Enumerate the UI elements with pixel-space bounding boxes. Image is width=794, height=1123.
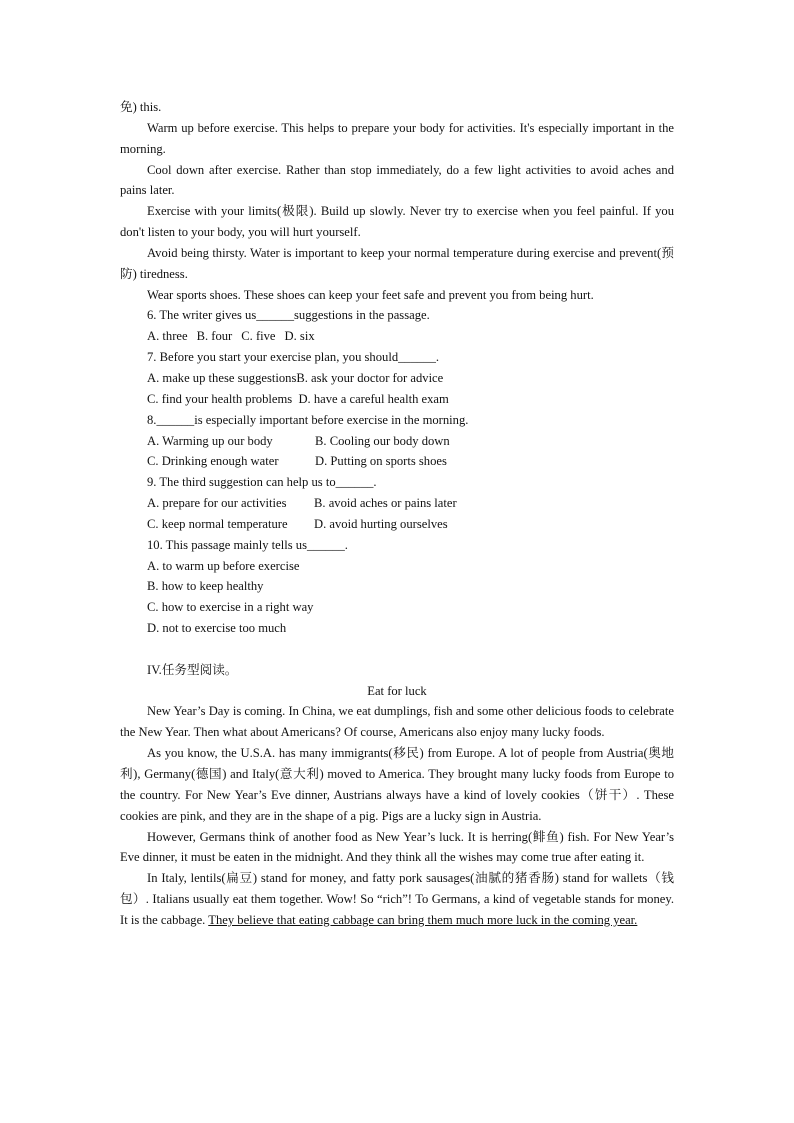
question-stem: 8.______is especially important before exercise in the morning. (147, 412, 469, 427)
question-stem: 9. The third suggestion can help us to______. (147, 475, 377, 490)
question-options (120, 431, 674, 452)
option-c: C. five (241, 329, 276, 344)
passage-paragraph: Cool down after exercise. Rather than stop immediately, do a few light activities to avoid aches and pains later. (120, 162, 674, 198)
option-a: A. prepare for our activities (147, 496, 287, 511)
option-c: C. find your health problems (147, 391, 293, 406)
passage-title: Eat for luck (367, 683, 427, 698)
option-b: B. ask your doctor for advice (296, 370, 444, 385)
question-stem: 6. The writer gives us______suggestions in the passage. (147, 308, 430, 323)
passage-paragraph: New Year’s Day is coming. In China, we eat dumplings, fish and some other delicious foods to celebrate the New Year. Then what about Americans? Of course, Americans also enjoy many lucky foods. (120, 704, 674, 740)
question-options (120, 326, 674, 347)
option-b: B. four (196, 329, 233, 344)
option-a: A. make up these suggestions (147, 370, 297, 385)
question-options (120, 389, 674, 410)
section-gap (120, 639, 674, 660)
question-stem: 7. Before you start your exercise plan, you should______. (147, 350, 440, 365)
option-d: D. have a careful health exam (298, 391, 449, 406)
option-a: A. to warm up before exercise (147, 558, 300, 573)
passage-paragraph: Avoid being thirsty. Water is important to keep your normal temperature during exercise and prevent(预防) tiredness. (120, 245, 674, 281)
option-c: C. keep normal temperature (147, 516, 288, 531)
option-d: D. Putting on sports shoes (315, 454, 447, 469)
option-a: A. three (147, 329, 188, 344)
passage-paragraph: Warm up before exercise. This helps to prepare your body for activities. It's especially important in the morning. (120, 120, 674, 156)
question-options (120, 514, 674, 535)
option-c: C. how to exercise in a right way (147, 600, 314, 615)
passage-paragraph (120, 868, 674, 931)
section-heading: IV.任务型阅读。 (147, 662, 238, 677)
passage-paragraph: Exercise with your limits(极限). Build up slowly. Never try to exercise when you feel painful. If you don't listen to your body, you will hurt yourself. (120, 204, 674, 240)
option-d: D. avoid hurting ourselves (314, 516, 448, 531)
passage-paragraph: Wear sports shoes. These shoes can keep your feet safe and prevent you from being hurt. (147, 287, 594, 302)
question-options (120, 451, 674, 472)
paragraph-text: In Italy, lentils(扁豆) stand for money, and fatty pork sausages(油腻的猪香肠) stand for wallets（钱包）. Italians usually eat them together. Wow! So “rich”! To Germans, a kind of vegetable stands for money. It is the cabbage. (120, 871, 674, 927)
option-a: A. Warming up our body (147, 433, 273, 448)
passage-paragraph: However, Germans think of another food as New Year’s luck. It is herring(鲱鱼) fish. For New Year’s Eve dinner, it must be eaten in the midnight. And they think all the wishes may come true after eating it. (120, 829, 674, 865)
passage-fragment: 免) this. (120, 100, 162, 114)
underlined-sentence: They believe that eating cabbage can bring them much more luck in the coming year. (208, 912, 638, 927)
question-options (120, 493, 674, 514)
option-b: B. avoid aches or pains later (314, 496, 457, 511)
question-options (120, 368, 674, 389)
option-b: B. how to keep healthy (147, 579, 264, 594)
option-d: D. not to exercise too much (147, 621, 287, 636)
option-c: C. Drinking enough water (147, 454, 279, 469)
passage-paragraph: As you know, the U.S.A. has many immigrants(移民) from Europe. A lot of people from Austria(奥地利), Germany(德国) and Italy(意大利) moved to America. They brought many lucky foods from Europe to the country. For New Year’s Eve dinner, Austrians always have a kind of lovely cookies（饼干）. These cookies are pink, and they are in the shape of a pig. Pigs are a lucky sign in Austria. (120, 746, 674, 823)
document-page (120, 97, 674, 931)
option-d: D. six (284, 329, 315, 344)
option-b: B. Cooling our body down (315, 433, 450, 448)
question-stem: 10. This passage mainly tells us______. (147, 537, 348, 552)
